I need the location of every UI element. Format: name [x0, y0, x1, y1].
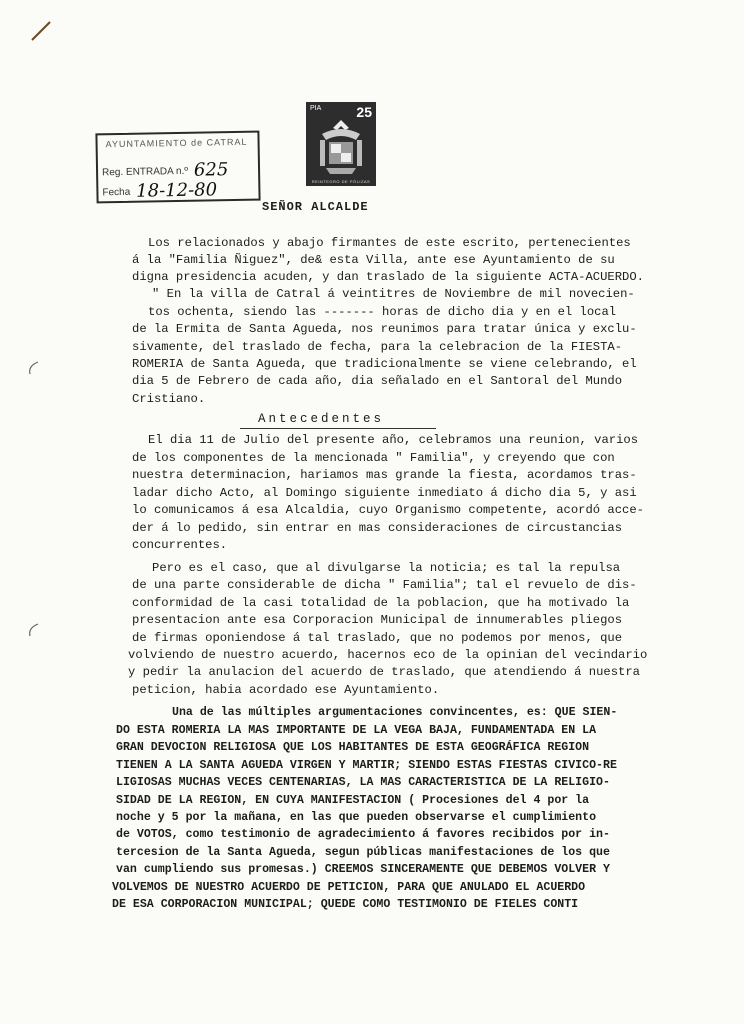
- stamp-date-row: [102, 177, 217, 200]
- registration-stamp: [95, 131, 260, 204]
- margin-mark-2: [26, 622, 40, 638]
- stamp-header: AYUNTAMIENTO de CATRAL: [105, 136, 248, 150]
- letter-title: SEÑOR ALCALDE: [262, 200, 369, 214]
- body-line: de la Ermita de Santa Agueda, nos reunimos para tratar única y exclu-: [132, 322, 637, 336]
- body-line: sivamente, del traslado de fecha, para la celebracion de la FIESTA-: [132, 340, 623, 354]
- body-line: El dia 11 de Julio del presente año, celebramos una reunion, varios: [148, 433, 639, 447]
- body-line: DO ESTA ROMERIA LA MAS IMPORTANTE DE LA VEGA BAJA, FUNDAMENTADA EN LA: [116, 724, 597, 737]
- body-line: van cumpliendo sus promesas.) CREEMOS SINCERAMENTE QUE DEBEMOS VOLVER Y: [116, 863, 610, 876]
- body-line: der á lo pedido, sin entrar en mas consideraciones de circustancias: [132, 521, 623, 535]
- body-line: digna presidencia acuden, y dan traslado de la siguiente ACTA-ACUERDO.: [132, 270, 644, 284]
- body-line: tercesion de la Santa Agueda, segun públicas manifestaciones de los que: [116, 846, 610, 859]
- body-line: Cristiano.: [132, 392, 206, 406]
- stamp-reg-label: Reg. ENTRADA n.º: [101, 165, 189, 179]
- body-line: conformidad de la casi totalidad de la poblacion, que ha motivado la: [132, 596, 630, 610]
- body-line: VOLVEMOS DE NUESTRO ACUERDO DE PETICION, PARA QUE ANULADO EL ACUERDO: [112, 881, 586, 894]
- body-line: ladar dicho Acto, al Domingo siguiente inmediato á dicho dia 5, y asi: [132, 486, 637, 500]
- body-line: " En la villa de Catral á veintitres de Noviembre de mil novecien-: [152, 287, 635, 301]
- body-line: dia 5 de Febrero de cada año, dia señalado en el Santoral del Mundo: [132, 374, 623, 388]
- body-line: de los componentes de la mencionada " Familia", y creyendo que con: [132, 451, 615, 465]
- body-line: tos ochenta, siendo las ------- horas de dicho dia y en el local: [148, 305, 617, 319]
- body-line: GRAN DEVOCION RELIGIOSA QUE LOS HABITANTES DE ESTA GEOGRÁFICA REGION: [116, 741, 590, 754]
- pen-stroke-mark: [30, 18, 54, 44]
- body-line: Una de las múltiples argumentaciones convincentes, es: QUE SIEN-: [172, 706, 618, 719]
- section-heading: Antecedentes: [258, 412, 385, 426]
- stamp-date-value: 18-12-80: [136, 179, 218, 202]
- body-line: ROMERIA de Santa Agueda, que tradicionalmente se viene celebrando, el: [132, 357, 637, 371]
- body-line: presentacion ante esa Corporacion Municipal de innumerables pliegos: [132, 613, 623, 627]
- body-line: Pero es el caso, que al divulgarse la noticia; es tal la repulsa: [152, 561, 621, 575]
- coat-of-arms-icon: [316, 118, 366, 176]
- body-line: concurrentes.: [132, 538, 228, 552]
- body-line: de una parte considerable de dicha " Familia"; tal el revuelo de dis-: [132, 578, 637, 592]
- body-line: de firmas oponiendose á tal traslado, que no podemos por menos, que: [132, 631, 623, 645]
- stamp-date-label: Fecha: [102, 186, 131, 199]
- body-line: nuestra determinacion, hariamos mas grande la fiesta, acordamos tras-: [132, 468, 637, 482]
- margin-mark-1: [26, 360, 40, 376]
- body-line: lo comunicamos á esa Alcaldia, cuyo Organismo competente, acordó acce-: [132, 503, 644, 517]
- body-line: noche y 5 por la mañana, en las que pueden observarse el cumplimiento: [116, 811, 597, 824]
- heading-underline: [240, 428, 436, 429]
- fiscal-stamp: [306, 102, 376, 186]
- fiscal-stamp-value: 25: [356, 104, 372, 120]
- fiscal-stamp-footer: REINTEGRO DE PÓLIZAS: [311, 179, 371, 184]
- body-line: á la "Familia Ñiguez", de& esta Villa, ante ese Ayuntamiento de su: [132, 253, 615, 267]
- body-line: DE ESA CORPORACION MUNICIPAL; QUEDE COMO TESTIMONIO DE FIELES CONTI: [112, 898, 579, 911]
- body-line: SIDAD DE LA REGION, EN CUYA MANIFESTACION ( Procesiones del 4 por la: [116, 794, 590, 807]
- body-line: de VOTOS, como testimonio de agradecimiento á favores recibidos por in-: [116, 828, 610, 841]
- body-line: TIENEN A LA SANTA AGUEDA VIRGEN Y MARTIR; SIENDO ESTAS FIESTAS CIVICO-RE: [116, 759, 617, 772]
- body-line: LIGIOSAS MUCHAS VECES CENTENARIAS, LA MAS CARACTERISTICA DE LA RELIGIO-: [116, 776, 610, 789]
- stamp-reg-value: 625: [193, 159, 229, 181]
- fiscal-stamp-ph: PIA: [310, 105, 322, 112]
- body-line: Los relacionados y abajo firmantes de este escrito, pertenecientes: [148, 236, 631, 250]
- body-line: peticion, habia acordado ese Ayuntamiento.: [132, 683, 440, 697]
- body-line: y pedir la anulacion del acuerdo de traslado, que atendiendo á nuestra: [128, 665, 640, 679]
- body-line: volviendo de nuestro acuerdo, hacernos eco de la opinian del vecindario: [128, 648, 648, 662]
